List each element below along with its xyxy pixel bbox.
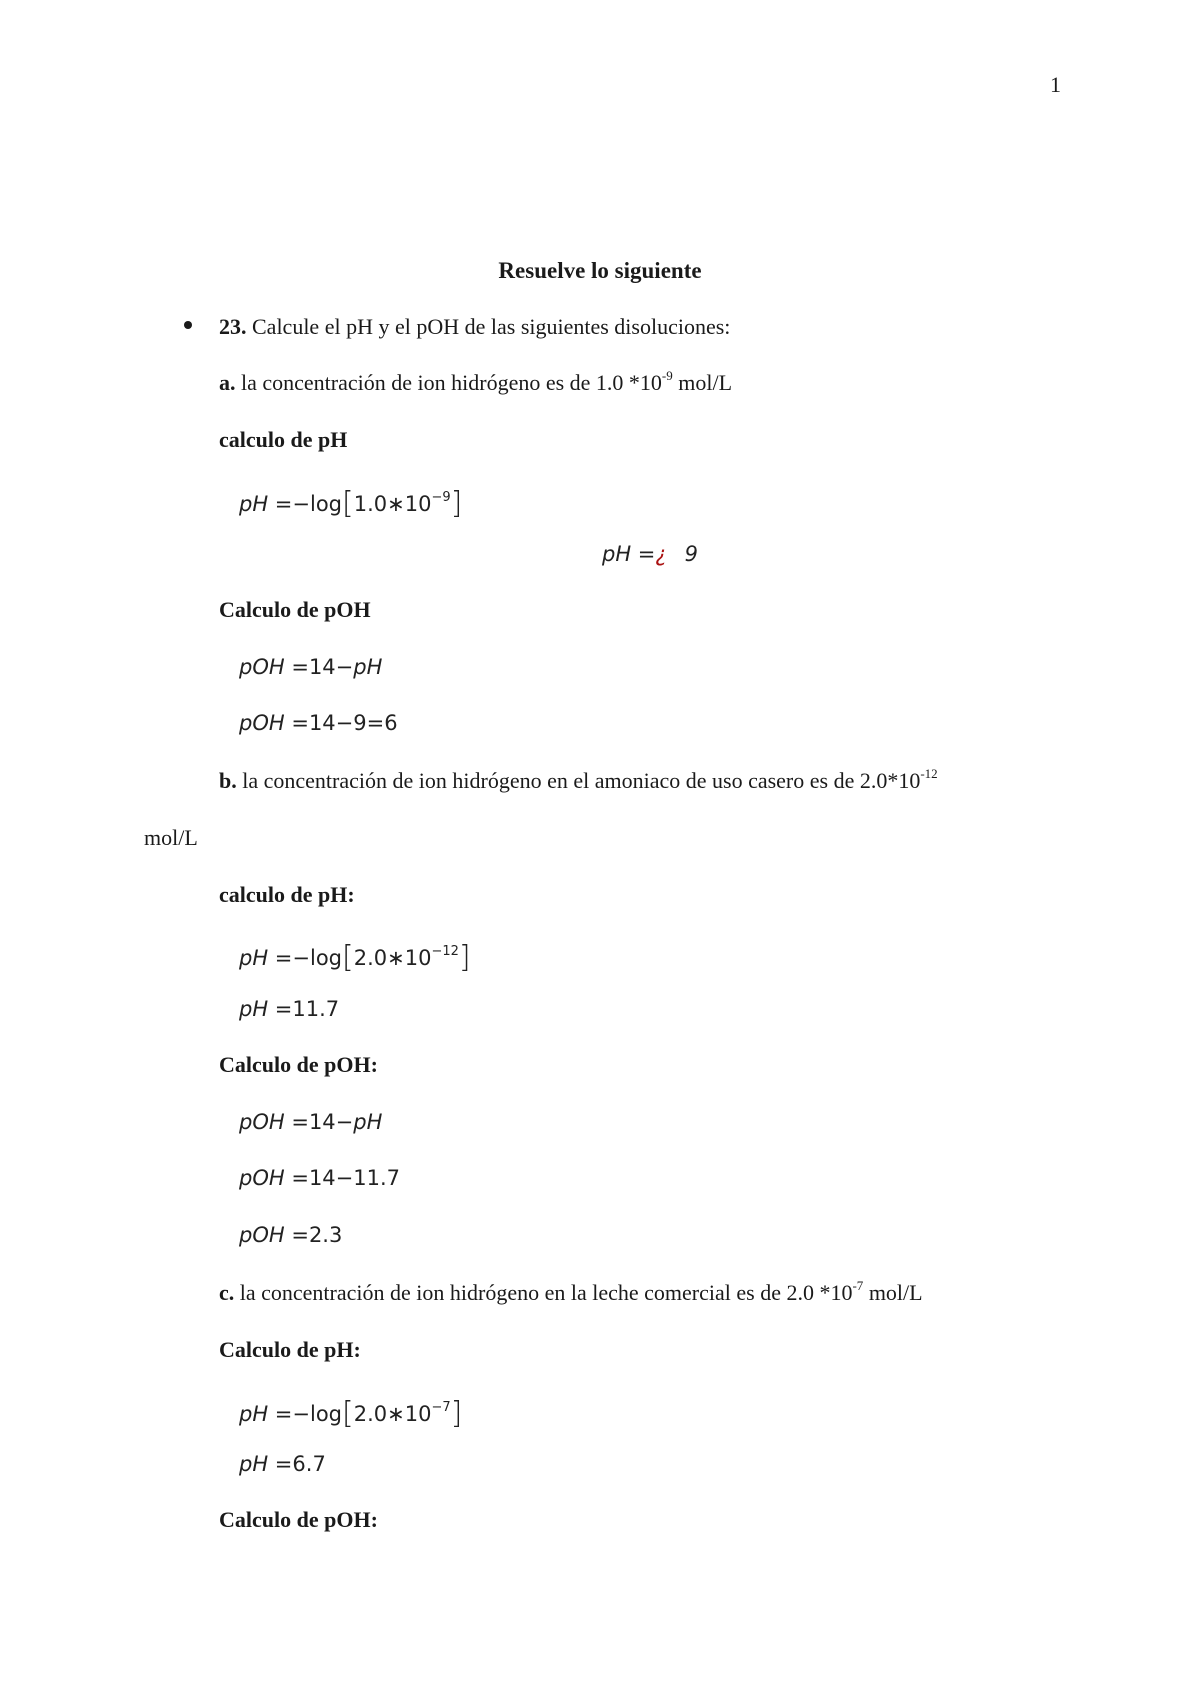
op-eq: = <box>631 542 656 566</box>
part-a-statement <box>219 367 733 396</box>
heading-text: Calculo de pOH <box>219 597 371 622</box>
part-c-ph-heading <box>219 1337 361 1363</box>
part-b-unit: mol/L <box>144 825 198 850</box>
op-eq: = <box>284 711 309 735</box>
part-b-statement <box>219 765 938 794</box>
heading-text: calculo de pH: <box>219 882 355 907</box>
heading-text: Calculo de pOH: <box>219 1052 378 1077</box>
part-b-label: b. <box>219 768 237 793</box>
document-title: Resuelve lo siguiente <box>498 258 702 283</box>
part-c-unit: mol/L <box>863 1280 923 1305</box>
var-ph: pH <box>239 492 269 516</box>
var-ph: pH <box>239 997 269 1021</box>
question-23 <box>219 314 730 340</box>
part-c-exponent: -7 <box>852 1277 864 1293</box>
var-ph: pH <box>602 542 632 566</box>
op-eq: = <box>268 1452 293 1476</box>
var-poh: pOH <box>239 1166 285 1190</box>
exponent: −9 <box>431 490 451 505</box>
exponent: −7 <box>431 1400 451 1415</box>
part-a-ph-equation-2 <box>602 542 698 566</box>
op-eq: = <box>268 997 293 1021</box>
part-a-label: a. <box>219 370 236 395</box>
part-a-poh-equation-2 <box>239 711 398 735</box>
var-poh: pOH <box>239 1110 285 1134</box>
value: 2.3 <box>308 1223 343 1247</box>
value: 9 <box>684 542 698 566</box>
var-poh: pOH <box>239 711 285 735</box>
part-a-poh-equation-1 <box>239 655 382 679</box>
value: 6.7 <box>292 1452 326 1476</box>
part-b-ph-equation-1: pH $=-\log[2.0∗10^{-12}]$ <box>239 940 471 975</box>
part-b-text: la concentración de ion hidrógeno en el amoniaco de uso casero es de 2.0*10 <box>236 768 921 793</box>
part-b-exponent: -12 <box>920 765 938 781</box>
op-eq: = <box>284 1223 309 1247</box>
part-c-ph-equation-1: pH $=-\log[2.0∗10^{-7}]$ <box>239 1396 463 1431</box>
part-b-ph-heading <box>219 882 355 908</box>
part-c-text: la concentración de ion hidrógeno en la leche comercial es de 2.0 *10 <box>234 1280 853 1305</box>
expr: 14−11.7 <box>308 1166 401 1190</box>
part-a-exponent: -9 <box>661 367 673 383</box>
bullet-icon <box>184 321 192 329</box>
expr: 14− <box>308 1110 354 1134</box>
argument: 1.0∗10 <box>353 492 432 516</box>
part-a-ph-equation-1: pH $=-\log[1.0∗10^{-9}]$ <box>239 486 463 521</box>
page-number: 1 <box>1050 72 1061 97</box>
op-neglog: =−log <box>268 946 343 970</box>
var-poh: pOH <box>239 1223 285 1247</box>
part-c-label: c. <box>219 1280 235 1305</box>
part-a-poh-heading <box>219 597 371 623</box>
part-a-unit: mol/L <box>672 370 733 395</box>
question-number: 23. <box>219 314 247 339</box>
part-c-statement <box>219 1277 923 1306</box>
exponent: −12 <box>431 944 459 959</box>
op-eq: = <box>284 1110 309 1134</box>
question-text: Calcule el pH y el pOH de las siguientes disoluciones: <box>246 314 731 339</box>
part-a-ph-heading <box>219 427 347 453</box>
op-neglog: =−log <box>268 492 343 516</box>
part-a-text: la concentración de ion hidrógeno es de 1.0 *10 <box>235 370 662 395</box>
var-ph: pH <box>353 655 383 679</box>
op-eq: = <box>284 655 309 679</box>
expr: 14−9=6 <box>308 711 398 735</box>
var-ph: pH <box>239 1452 269 1476</box>
var-ph: pH <box>353 1110 383 1134</box>
heading-text: calculo de pH <box>219 427 348 452</box>
heading-text: Calculo de pOH: <box>219 1507 378 1532</box>
part-b-ph-equation-2 <box>239 997 339 1021</box>
part-b-poh-equation-1 <box>239 1110 382 1134</box>
argument: 2.0∗10 <box>353 1402 432 1426</box>
op-eq: = <box>284 1166 309 1190</box>
error-glyph: ¿ <box>655 542 667 566</box>
part-b-poh-equation-3 <box>239 1223 342 1247</box>
argument: 2.0∗10 <box>353 946 432 970</box>
part-c-ph-equation-2 <box>239 1452 326 1476</box>
var-ph: pH <box>239 1402 269 1426</box>
var-ph: pH <box>239 946 269 970</box>
part-b-poh-equation-2 <box>239 1166 400 1190</box>
var-poh: pOH <box>239 655 285 679</box>
value: 11.7 <box>292 997 340 1021</box>
expr: 14− <box>308 655 354 679</box>
op-neglog: =−log <box>268 1402 343 1426</box>
heading-text: Calculo de pH: <box>219 1337 361 1362</box>
part-c-poh-heading <box>219 1507 378 1533</box>
part-b-poh-heading <box>219 1052 378 1078</box>
